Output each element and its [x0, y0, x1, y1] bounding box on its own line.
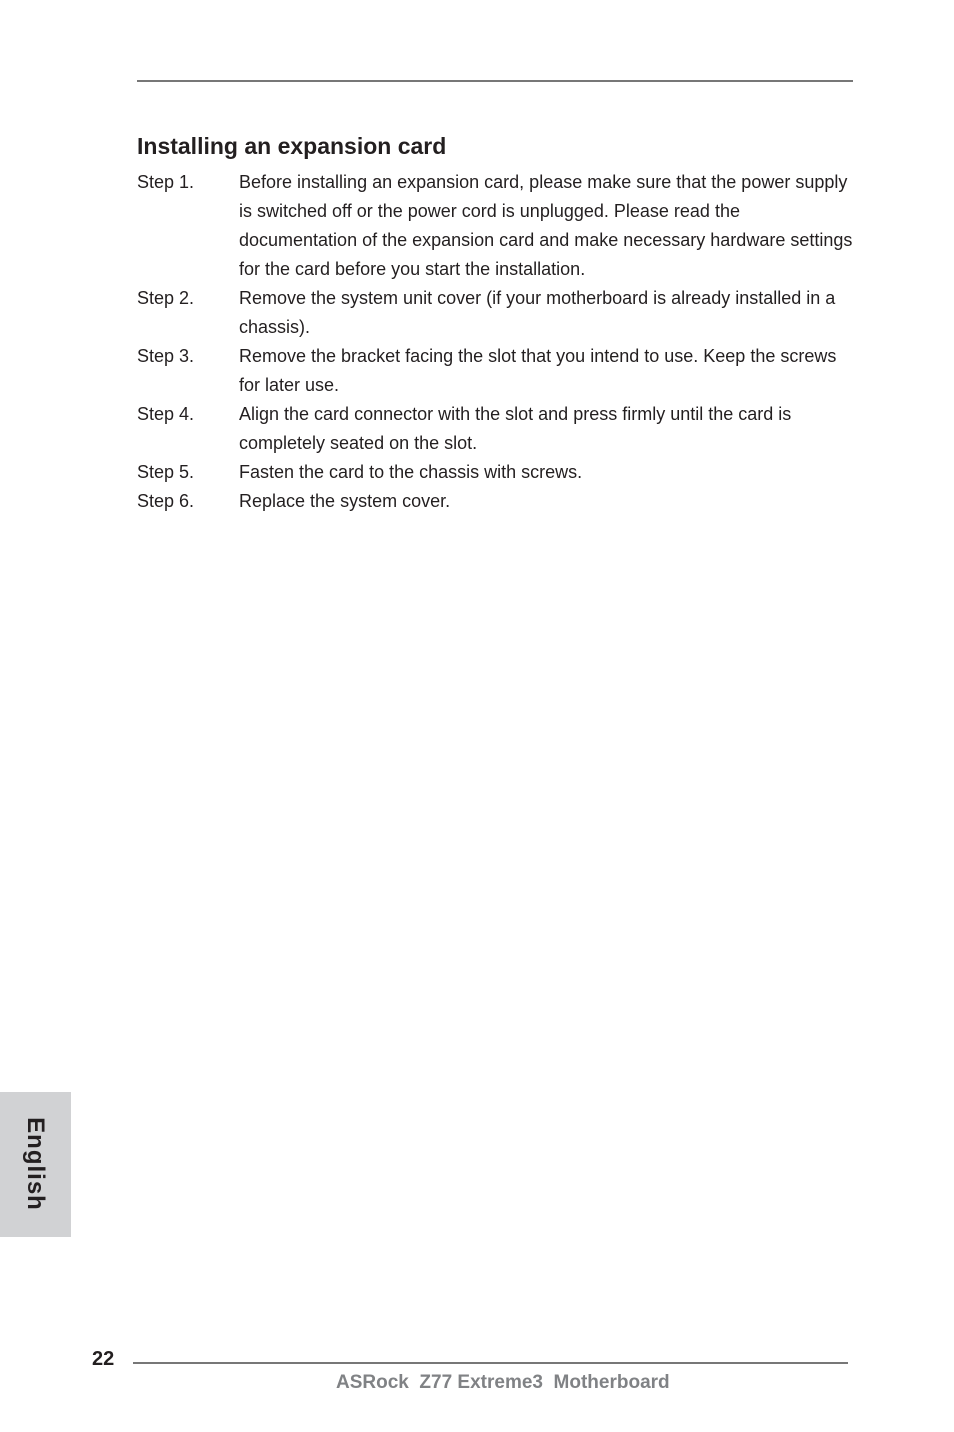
- language-tab-label: English: [22, 1117, 49, 1211]
- step-label: Step 6.: [137, 491, 195, 511]
- step-item: [137, 400, 853, 458]
- footer-rule: [133, 1362, 848, 1364]
- step-label: Step 3.: [137, 346, 195, 366]
- step-text: Remove the bracket facing the slot that you intend to use. Keep the screws for later use.: [239, 346, 837, 395]
- page-number: 22: [92, 1348, 115, 1370]
- step-label: Step 4.: [137, 404, 195, 424]
- step-text: Fasten the card to the chassis with screws.: [239, 462, 583, 482]
- step-item: [137, 342, 853, 400]
- step-label: Step 5.: [137, 462, 195, 482]
- section-title: Installing an expansion card: [137, 133, 447, 159]
- footer-product-title: ASRock Z77 Extreme3 Motherboard: [336, 1372, 670, 1393]
- step-label: Step 1.: [137, 172, 195, 192]
- step-list: [137, 168, 853, 516]
- step-item: [137, 168, 853, 284]
- step-item: [137, 458, 853, 487]
- language-tab: [0, 1092, 71, 1237]
- step-text: Replace the system cover.: [239, 491, 451, 511]
- step-text: Before installing an expansion card, please make sure that the power supply is switched off or the power cord is unplugged. Please read the documentation of the expansion card and make necessary hardware settings for the card before you start the installation.: [239, 172, 853, 279]
- step-text: Remove the system unit cover (if your motherboard is already installed in a chassis).: [239, 288, 836, 337]
- step-item: [137, 284, 853, 342]
- step-item: [137, 487, 853, 516]
- step-label: Step 2.: [137, 288, 195, 308]
- header-rule: [137, 80, 853, 82]
- step-text: Align the card connector with the slot and press firmly until the card is completely seated on the slot.: [239, 404, 792, 453]
